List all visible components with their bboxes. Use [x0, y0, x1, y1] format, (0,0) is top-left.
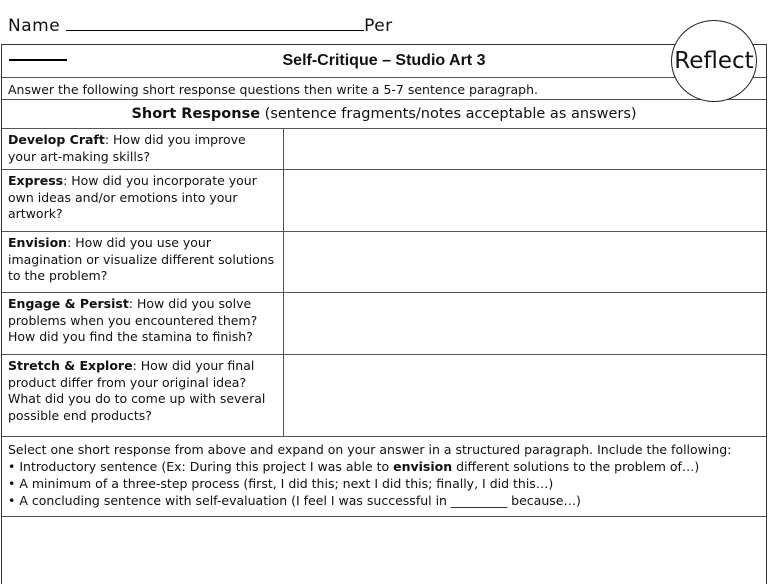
page-title: Self-Critique – Studio Art 3: [282, 52, 486, 69]
question-cell: [2, 129, 284, 169]
question-row-stretch-explore: [2, 355, 766, 437]
short-response-note: (sentence fragments/notes acceptable as answers): [260, 106, 637, 122]
answer-cell-envision[interactable]: [284, 232, 766, 292]
list-item: • A concluding sentence with self-evaluation (I feel I was successful in _________ because…): [8, 492, 760, 509]
name-blank-line[interactable]: [66, 14, 364, 31]
instructions: Answer the following short response questions then write a 5-7 sentence paragraph.: [2, 78, 766, 100]
question-term: Engage & Persist: [8, 296, 129, 311]
question-cell: [2, 355, 284, 436]
question-cell: [2, 170, 284, 231]
per-label: Per: [364, 16, 393, 36]
question-term: Develop Craft: [8, 132, 105, 147]
question-text: : How did your final product differ from your original idea? What did you do to come up with several possible end products?: [8, 358, 266, 423]
short-response-heading: [2, 100, 766, 129]
answer-cell-engage-persist[interactable]: [284, 293, 766, 354]
answer-cell-stretch-explore[interactable]: [284, 355, 766, 436]
answer-cell-develop-craft[interactable]: [284, 129, 766, 169]
question-term: Envision: [8, 235, 68, 250]
question-text: : How did you incorporate your own ideas and/or emotions into your artwork?: [8, 173, 257, 221]
question-cell: [2, 293, 284, 354]
reflect-badge: Reflect: [671, 20, 757, 102]
question-row-engage-persist: [2, 293, 766, 355]
list-item: • A minimum of a three-step process (first, I did this; next I did this; finally, I did this…): [8, 475, 760, 492]
title-row: [2, 45, 766, 78]
paragraph-intro: Select one short response from above and expand on your answer in a structured paragraph. Include the following:: [8, 442, 732, 457]
name-label: Name: [8, 16, 61, 36]
question-row-develop-craft: [2, 129, 766, 170]
paragraph-requirements-list: [8, 458, 760, 509]
question-text: : How did you improve your art-making skills?: [8, 132, 246, 164]
question-cell: [2, 232, 284, 292]
name-per-header: [8, 14, 393, 36]
short-response-title: Short Response: [131, 106, 261, 122]
question-row-express: [2, 170, 766, 232]
question-term: Stretch & Explore: [8, 358, 133, 373]
paragraph-instructions: [2, 437, 766, 517]
list-item: [8, 458, 760, 475]
bullet-emphasis: envision: [393, 459, 453, 474]
question-text: : How did you use your imagination or visualize different solutions to the problem?: [8, 235, 275, 283]
question-text: : How did you solve problems when you encountered them? How did you find the stamina to finish?: [8, 296, 258, 344]
paragraph-answer-area[interactable]: [2, 517, 766, 587]
answer-cell-express[interactable]: [284, 170, 766, 231]
critique-sheet: [1, 44, 767, 584]
bullet-text: different solutions to the problem of…): [452, 459, 700, 474]
bullet-text: Introductory sentence (Ex: During this project I was able to: [19, 459, 394, 474]
question-term: Express: [8, 173, 64, 188]
question-row-envision: [2, 232, 766, 293]
